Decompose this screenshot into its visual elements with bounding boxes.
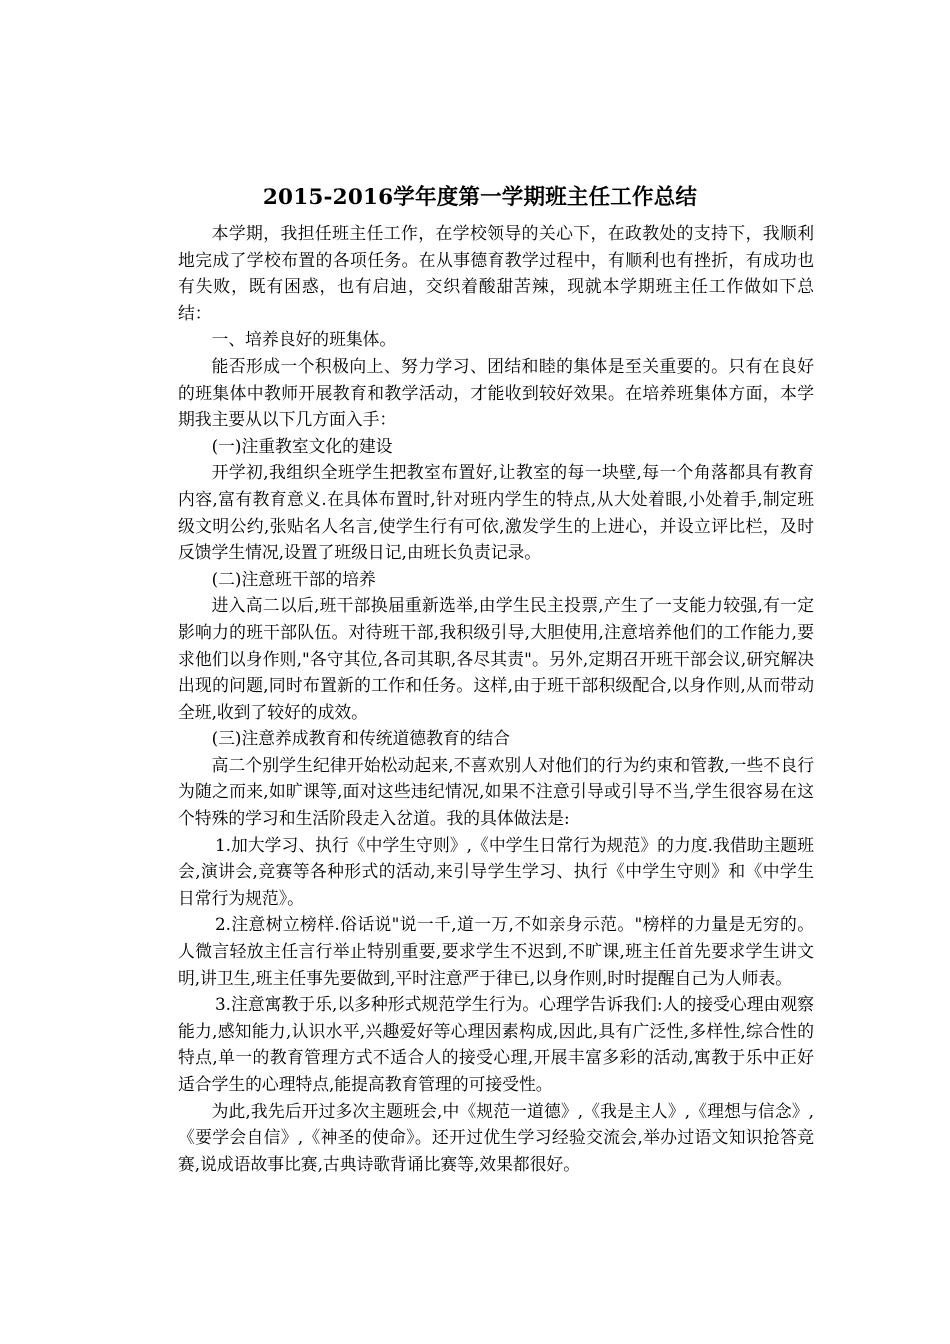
- subsection-heading-3: (三)注意养成教育和传统道德教育的结合: [211, 728, 510, 749]
- list-item-3: 3.注意寓教于乐,以多种形式规范学生行为。心理学告诉我们:人的接受心理由观察能力,感知能力,认识水平,兴趣爱好等心理因素构成,因此,具有广泛性,多样性,综合性的特点,单一的教育管理方式不适合人的接受心理,开展丰富多彩的活动,寓教于乐中正好适合学生的心理特点,能提高教育管理的可接受性。: [178, 994, 814, 1094]
- subsection-paragraph-2: 进入高二以后,班干部换届重新选举,由学生民主投票,产生了一支能力较强,有一定影响力的班干部队伍。对待班干部,我积级引导,大胆使用,注意培养他们的工作能力,要求他们以身作则,"各守其位,各司其职,各尽其责"。另外,定期召开班干部会议,研究解决出现的问题,同时布置新的工作和任务。这样,由于班干部积级配合,以身作则,从而带动全班,收到了较好的成效。: [178, 595, 814, 722]
- document-body: [178, 220, 814, 1177]
- subsection-heading-1: (一)注重教室文化的建设: [211, 435, 393, 456]
- list-item-1: 1.加大学习、执行《中学生守则》,《中学生日常行为规范》的力度.我借助主题班会,演讲会,竞赛等各种形式的活动,来引导学生学习、执行《中学生守则》和《中学生日常行为规范》。: [178, 834, 814, 908]
- page-title: 2015-2016学年度第一学期班主任工作总结: [262, 185, 698, 210]
- subsection-paragraph-3: 高二个别学生纪律开始松动起来,不喜欢别人对他们的行为约束和管教,一些不良行为随之而来,如旷课等,面对这些违纪情况,如果不注意引导或引导不当,学生很容易在这个特殊的学习和生活阶段走入岔道。我的具体做法是:: [178, 754, 814, 829]
- subsection-paragraph-1: 开学初,我组织全班学生把教室布置好,让教室的每一块壁,每一个角落都具有教育内容,富有教育意义.在具体布置时,针对班内学生的特点,从大处着眼,小处着手,制定班级文明公约,张贴名人名言,使学生行有可依,激发学生的上进心，并设立评比栏，及时反馈学生情况,设置了班级日记,由班长负责记录。: [178, 462, 814, 563]
- subsection-heading-2: (二)注意班干部的培养: [211, 568, 376, 589]
- list-item-2: 2.注意树立榜样.俗话说"说一千,道一万,不如亲身示范。"榜样的力量是无穷的。人微言轻放主任言行举止特别重要,要求学生不迟到,不旷课,班主任首先要求学生讲文明,讲卫生,班主任事先要做到,平时注意严于律已,以身作则,时时提醒自己为人师表。: [178, 914, 814, 988]
- section-heading-1: 一、培养良好的班集体。: [211, 329, 397, 350]
- section-paragraph: 能否形成一个积极向上、努力学习、团结和睦的集体是至关重要的。只有在良好的班集体中教师开展教育和教学活动，才能收到较好效果。在培养班集体方面，本学期我主要从以下几方面入手：: [178, 355, 814, 430]
- closing-paragraph: 为此,我先后开过多次主题班会,中《规范一道德》,《我是主人》,《理想与信念》,《要学会自信》,《神圣的使命》。还开过优生学习经验交流会,举办过语文知识抢答竞赛,说成语故事比赛,古典诗歌背诵比赛等,效果都很好。: [178, 1100, 814, 1174]
- intro-paragraph: 本学期，我担任班主任工作，在学校领导的关心下，在政教处的支持下，我顺利地完成了学校布置的各项任务。在从事德育教学过程中，有顺利也有挫折，有成功也有失败，既有困惑，也有启迪，交织着酸甜苦辣，现就本学期班主任工作做如下总结：: [178, 223, 814, 323]
